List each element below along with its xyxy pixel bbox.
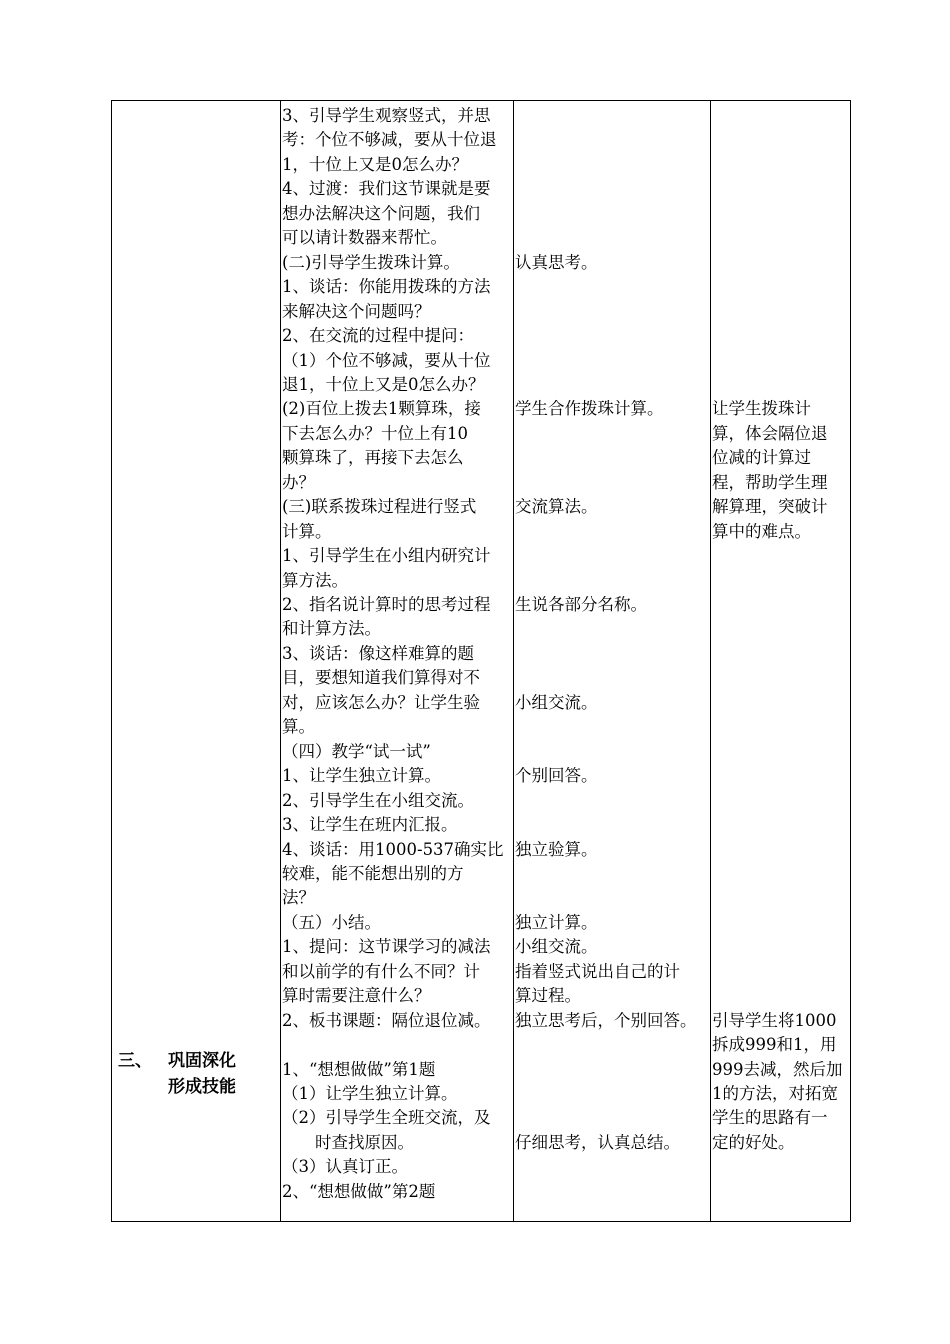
teacher-activity-line: 可以请计数器来帮忙。 xyxy=(282,228,447,248)
teacher-activity-line: 下去怎么办？十位上有10 xyxy=(282,423,468,443)
design-intent-cell xyxy=(711,101,851,1221)
teacher-activity-line: 2、引导学生在小组交流。 xyxy=(282,790,474,810)
student-activity-line: 独立验算。 xyxy=(515,839,598,859)
student-activity-line: 小组交流。 xyxy=(515,937,598,957)
teacher-activity-line: （五）小结。 xyxy=(282,912,381,932)
teacher-activity-line: 想办法解决这个问题，我们 xyxy=(282,203,480,223)
teacher-activity-line: (二)引导学生拨珠计算。 xyxy=(282,252,460,272)
stage-cell xyxy=(112,101,280,1221)
design-intent-line: 解算理，突破计 xyxy=(712,497,828,517)
teacher-activity-line: 2、指名说计算时的思考过程 xyxy=(282,595,491,614)
teacher-activity-line: （2）引导学生全班交流，及 xyxy=(282,1108,491,1128)
student-activity-line: 指着竖式说出自己的计 xyxy=(515,961,680,981)
teacher-activity-line: 4、谈话：用1000-537确实比 xyxy=(282,839,504,859)
teacher-activity-line: （四）教学“试一试” xyxy=(282,741,431,761)
teacher-activity-line: 1、让学生独立计算。 xyxy=(282,766,441,786)
teacher-activity-line: 和以前学的有什么不同？计 xyxy=(282,961,480,981)
student-activity-line: 小组交流。 xyxy=(515,692,598,712)
teacher-activity-line: 3、引导学生观察竖式，并思 xyxy=(282,106,491,125)
teacher-activity-line: 颗算珠了，再接下去怎么 xyxy=(282,448,464,468)
student-activity-line: 仔细思考，认真总结。 xyxy=(515,1132,680,1152)
design-intent-line: 算中的难点。 xyxy=(712,521,811,541)
teacher-activity-line: 法？ xyxy=(282,888,315,908)
teacher-activity-line: 1、“想想做做”第1题 xyxy=(282,1059,436,1079)
student-activity-cell xyxy=(514,101,710,1221)
teacher-activity-line: 1，十位上又是0怎么办？ xyxy=(282,154,468,174)
teacher-activity-line: 算时需要注意什么？ xyxy=(282,986,431,1006)
teacher-activity-line: (三)联系拨珠过程进行竖式 xyxy=(282,497,477,517)
student-activity-line: 算过程。 xyxy=(515,986,581,1006)
design-intent-line: 拆成999和1，用 xyxy=(712,1035,837,1055)
design-intent-line: 让学生拨珠计 xyxy=(712,399,811,419)
teacher-activity-line: 算。 xyxy=(282,717,315,737)
teacher-activity-line: 2、板书课题：隔位退位减。 xyxy=(282,1010,491,1030)
design-intent-line: 1的方法，对拓宽 xyxy=(712,1084,838,1103)
teacher-activity-line: （3）认真订正。 xyxy=(282,1157,408,1177)
teacher-activity-line: 较难，能不能想出别的方 xyxy=(282,863,464,883)
design-intent-line: 定的好处。 xyxy=(712,1132,795,1152)
teacher-activity-line: 1、引导学生在小组内研究计 xyxy=(282,546,491,566)
teacher-activity-line: 退1，十位上又是0怎么办？ xyxy=(282,374,485,394)
student-activity-line: 学生合作拨珠计算。 xyxy=(515,399,664,419)
teacher-activity-line: 办？ xyxy=(282,472,315,492)
teacher-activity-line: 考：个位不够减，要从十位退 xyxy=(282,130,497,150)
stage-title-line2: 形成技能 xyxy=(168,1077,236,1097)
teacher-activity-line: 1、谈话：你能用拨珠的方法 xyxy=(282,277,491,297)
teacher-activity-line: （1）个位不够减，要从十位 xyxy=(282,350,491,370)
teacher-activity-line: （1）让学生独立计算。 xyxy=(282,1084,458,1103)
student-activity-line: 独立思考后，个别回答。 xyxy=(515,1010,697,1030)
teacher-activity-cell xyxy=(281,101,513,1221)
lesson-plan-table xyxy=(111,100,851,1222)
design-intent-line: 引导学生将1000 xyxy=(712,1010,837,1030)
student-activity-line: 个别回答。 xyxy=(515,766,598,786)
design-intent-line: 学生的思路有一 xyxy=(712,1108,828,1128)
student-activity-line: 认真思考。 xyxy=(515,252,598,272)
teacher-activity-line: (2)百位上拨去1颗算珠，接 xyxy=(282,399,481,419)
student-activity-line: 独立计算。 xyxy=(515,912,598,932)
teacher-activity-line: 时查找原因。 xyxy=(282,1132,414,1152)
design-intent-line: 999去减，然后加 xyxy=(712,1059,843,1079)
teacher-activity-line: 和计算方法。 xyxy=(282,619,381,639)
teacher-activity-line: 3、让学生在班内汇报。 xyxy=(282,815,458,835)
student-activity-line: 交流算法。 xyxy=(515,497,598,517)
teacher-activity-line: 4、过渡：我们这节课就是要 xyxy=(282,179,491,199)
teacher-activity-line: 2、“想想做做”第2题 xyxy=(282,1181,436,1201)
teacher-activity-line: 2、在交流的过程中提问： xyxy=(282,326,474,346)
teacher-activity-line: 3、谈话：像这样难算的题 xyxy=(282,643,474,663)
student-activity-line: 生说各部分名称。 xyxy=(515,595,647,614)
design-intent-line: 位减的计算过 xyxy=(712,448,811,468)
stage-title-line1: 巩固深化 xyxy=(168,1051,236,1071)
stage-number: 三、 xyxy=(118,1051,152,1071)
design-intent-line: 算，体会隔位退 xyxy=(712,423,828,443)
teacher-activity-line: 算方法。 xyxy=(282,570,348,590)
teacher-activity-line: 来解决这个问题吗？ xyxy=(282,301,431,321)
teacher-activity-line: 目，要想知道我们算得对不 xyxy=(282,668,480,688)
teacher-activity-line: 计算。 xyxy=(282,521,332,541)
design-intent-line: 程，帮助学生理 xyxy=(712,472,828,492)
teacher-activity-line: 1、提问：这节课学习的减法 xyxy=(282,937,491,957)
teacher-activity-line: 对，应该怎么办？让学生验 xyxy=(282,692,480,712)
